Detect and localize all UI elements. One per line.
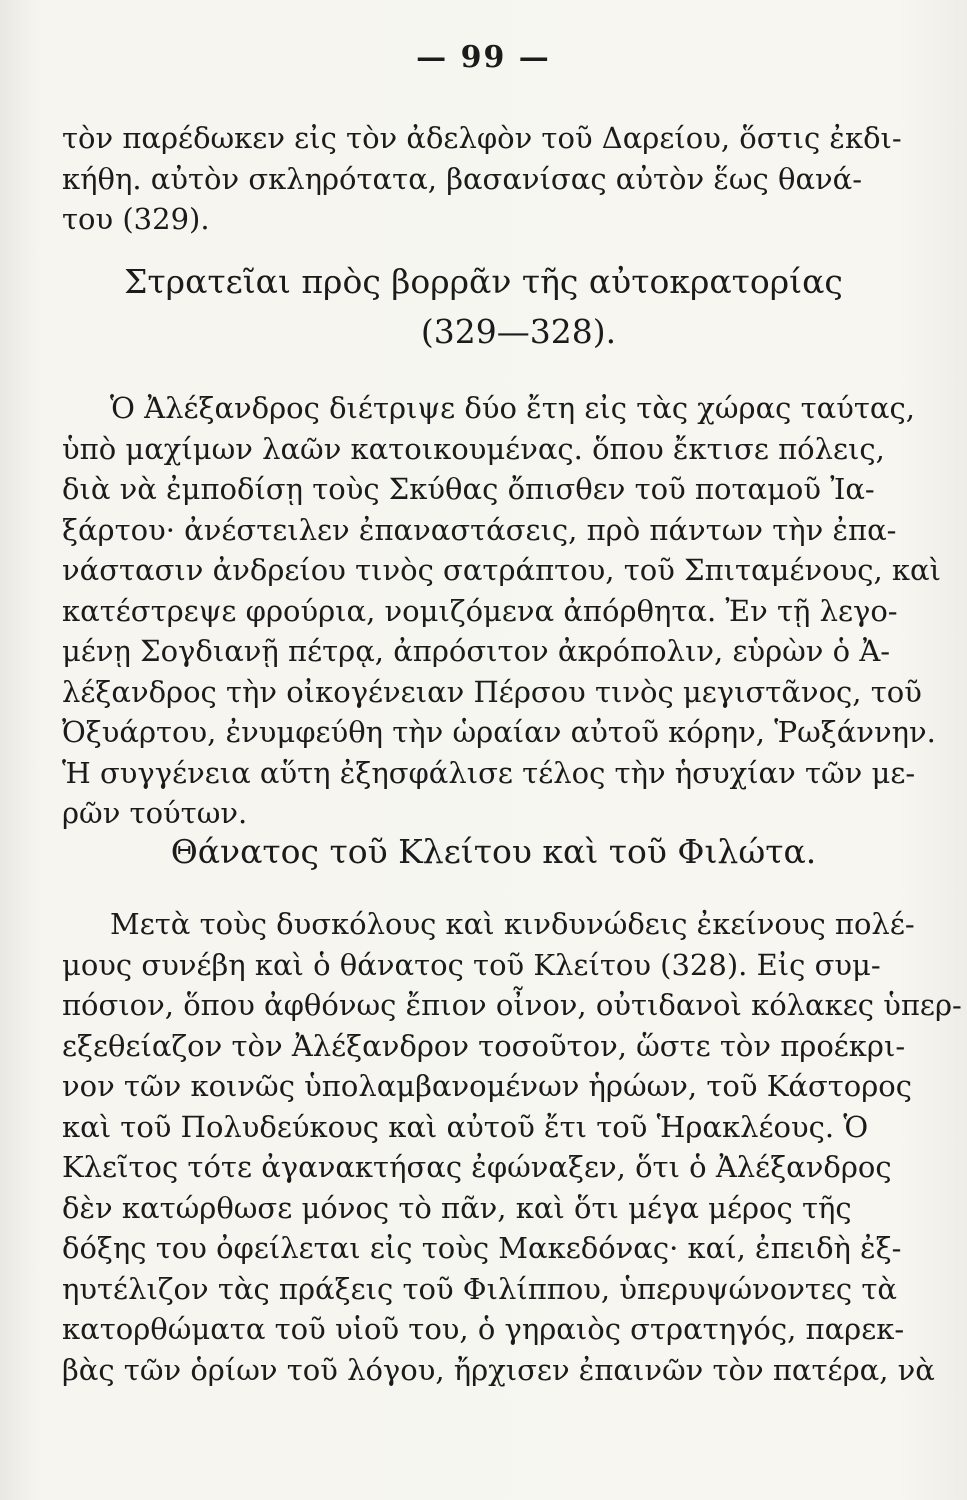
- section-heading-kleitos: Θάνατος τοῦ Κλείτου καὶ τοῦ Φιλώτα.: [170, 832, 817, 871]
- text-line: νον τῶν κοινῶς ὑπολαμβανομένων ἡρώων, τοῦ Κάστορος: [62, 1069, 912, 1103]
- text-line: ηυτέλιζον τὰς πράξεις τοῦ Φιλίππου, ὑπερυψώνοντες τὰ: [62, 1271, 897, 1306]
- text-line: Ὁ Ἀλέξανδρος διέτριψε δύο ἔτη εἰς τὰς χώρας ταύτας,: [110, 391, 915, 425]
- text-line: τὸν παρέδωκεν εἰς τὸν ἀδελφὸν τοῦ Δαρείου, ὅστις ἐκδι-: [62, 121, 902, 155]
- paragraph-kleitos: [62, 904, 962, 1390]
- paragraph-continuation: [62, 118, 902, 240]
- text-line: κήθη. αὐτὸν σκληρότατα, βασανίσας αὐτὸν ἕως θανά-: [62, 161, 863, 196]
- text-line: βὰς τῶν ὁρίων τοῦ λόγου, ἤρχισεν ἐπαινῶν τὸν πατέρα, νὰ: [62, 1352, 935, 1387]
- text-line: καὶ τοῦ Πολυδεύκους καὶ αὐτοῦ ἔτι τοῦ Ἡρακλέους. Ὁ: [62, 1109, 869, 1144]
- text-line: Μετὰ τοὺς δυσκόλους καὶ κινδυνώδεις ἐκείνους πολέ-: [110, 907, 915, 941]
- text-line: μους συνέβη καὶ ὁ θάνατος τοῦ Κλείτου (328). Εἰς συμ-: [62, 947, 881, 982]
- text-line: κατέστρεψε φρούρια, νομιζόμενα ἀπόρθητα. Ἐν τῇ λεγο-: [62, 593, 898, 628]
- text-line: λέξανδρος τὴν οἰκογένειαν Πέρσου τινὸς μεγιστᾶνος, τοῦ: [62, 674, 922, 709]
- text-line: δόξης του ὀφείλεται εἰς τοὺς Μακεδόνας· καί, ἐπειδὴ ἐξ-: [62, 1231, 902, 1265]
- text-line: νάστασιν ἀνδρείου τινὸς σατράπτου, τοῦ Σπιταμένους, καὶ: [62, 553, 941, 587]
- text-line: μένῃ Σογδιανῇ πέτρᾳ, ἀπρόσιτον ἀκρόπολιν, εὑρὼν ὁ Ἀ-: [62, 634, 891, 668]
- text-line: κατορθώματα τοῦ υἱοῦ του, ὁ γηραιὸς στρατηγός, παρεκ-: [62, 1312, 905, 1346]
- paragraph-campaigns: [62, 388, 941, 834]
- text-line: εξεθείαζον τὸν Ἀλέξανδρον τοσοῦτον, ὥστε τὸν προέκρι-: [62, 1028, 906, 1063]
- text-line: δὲν κατώρθωσε μόνος τὸ πᾶν, καὶ ὅτι μέγα μέρος τῆς: [62, 1190, 852, 1225]
- text-line: πόσιον, ὅπου ἀφθόνως ἔπιον οἶνον, οὐτιδανοὶ κόλακες ὑπερ-: [62, 988, 962, 1022]
- text-line: ρῶν τούτων.: [62, 796, 248, 830]
- text-line: Ἡ συγγένεια αὕτη ἐξησφάλισε τέλος τὴν ἡσυχίαν τῶν με-: [62, 755, 916, 790]
- text-line: ὑπὸ μαχίμων λαῶν κατοικουμένας. ὅπου ἔκτισε πόλεις,: [62, 431, 885, 466]
- text-line: Ὀξυάρτου, ἐνυμφεύθη τὴν ὡραίαν αὐτοῦ κόρην, Ῥωξάννην.: [62, 715, 936, 749]
- text-line: Κλεῖτος τότε ἀγανακτήσας ἐφώναξεν, ὅτι ὁ Ἀλέξανδρος: [62, 1150, 892, 1184]
- section-heading-line-2: (329—328).: [420, 312, 617, 351]
- text-line: ξάρτου· ἀνέστειλεν ἐπαναστάσεις, πρὸ πάντων τὴν ἐπα-: [62, 512, 897, 547]
- page-number: — 99 —: [416, 40, 551, 75]
- text-line: του (329).: [62, 202, 210, 236]
- section-heading-line-1: Στρατεῖαι πρὸς βορρᾶν τῆς αὐτοκρατορίας: [124, 262, 843, 301]
- text-line: διὰ νὰ ἐμποδίσῃ τοὺς Σκύθας ὄπισθεν τοῦ ποταμοῦ Ἰα-: [62, 472, 875, 506]
